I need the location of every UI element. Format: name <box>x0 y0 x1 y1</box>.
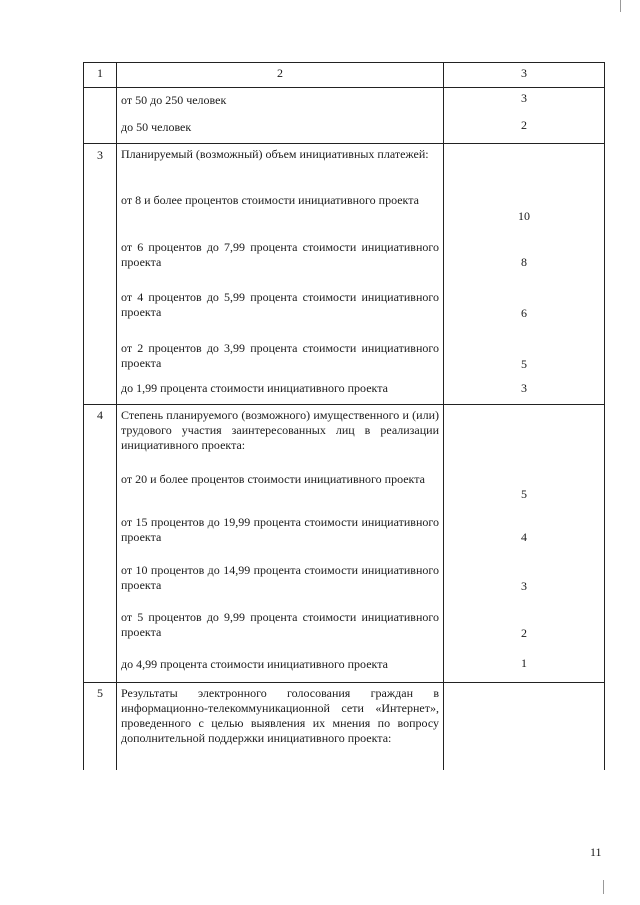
criterion-text: от 5 процентов до 9,99 процента стоимости инициативного проекта <box>121 610 439 639</box>
criterion-score: 3 <box>521 91 527 105</box>
row-title: Результаты электронного голосования граждан в информационно-телекоммуникационной сети «Интернет», проведенного с целью выявления их мнения по вопросу дополнительной поддержки инициативного проекта: <box>121 686 439 745</box>
row-title: Степень планируемого (возможного) имущественного и (или) трудового участия заинтересованных лиц в реализации инициативного проекта: <box>121 408 439 452</box>
criterion-score: 6 <box>521 306 527 320</box>
row-number: 4 <box>97 408 103 422</box>
row-border-5 <box>83 682 605 683</box>
criterion-text: до 50 человек <box>121 120 192 134</box>
table-right-border <box>604 62 605 770</box>
criterion-text: от 2 процентов до 3,99 процента стоимости инициативного проекта <box>121 341 439 370</box>
scan-edge-mark <box>620 0 621 12</box>
criterion-score: 4 <box>521 530 527 544</box>
criterion-text: от 20 и более процентов стоимости инициативного проекта <box>121 472 425 486</box>
table-top-border <box>83 62 605 63</box>
criterion-text: от 8 и более процентов стоимости инициативного проекта <box>121 193 419 207</box>
header-col-2: 2 <box>277 66 283 80</box>
criterion-score: 2 <box>521 626 527 640</box>
criterion-score: 5 <box>521 487 527 501</box>
col-divider-2 <box>443 62 444 770</box>
criterion-text: от 4 процентов до 5,99 процента стоимости инициативного проекта <box>121 290 439 319</box>
criterion-text: от 10 процентов до 14,99 процента стоимости инициативного проекта <box>121 563 439 592</box>
row-number: 5 <box>97 686 103 700</box>
criterion-score: 5 <box>521 357 527 371</box>
row-title: Планируемый (возможный) объем инициативных платежей: <box>121 147 429 161</box>
criterion-text: от 6 процентов до 7,99 процента стоимости инициативного проекта <box>121 240 439 269</box>
criterion-text: до 4,99 процента стоимости инициативного проекта <box>121 657 388 671</box>
col-divider-1 <box>116 62 117 770</box>
header-bottom-border <box>83 87 605 88</box>
row-number: 3 <box>97 148 103 162</box>
criterion-score: 10 <box>518 209 530 223</box>
criterion-text: от 15 процентов до 19,99 процента стоимости инициативного проекта <box>121 515 439 544</box>
criterion-score: 3 <box>521 579 527 593</box>
page-number: 11 <box>590 845 602 859</box>
criterion-score: 2 <box>521 118 527 132</box>
criterion-score: 1 <box>521 656 527 670</box>
criterion-text: до 1,99 процента стоимости инициативного проекта <box>121 381 388 395</box>
header-col-1: 1 <box>97 66 103 80</box>
criterion-text: от 50 до 250 человек <box>121 93 227 107</box>
row-border-4 <box>83 404 605 405</box>
row-border-3 <box>83 143 605 144</box>
criterion-score: 3 <box>521 381 527 395</box>
criterion-score: 8 <box>521 255 527 269</box>
scan-edge-mark <box>603 880 604 894</box>
header-col-3: 3 <box>521 66 527 80</box>
